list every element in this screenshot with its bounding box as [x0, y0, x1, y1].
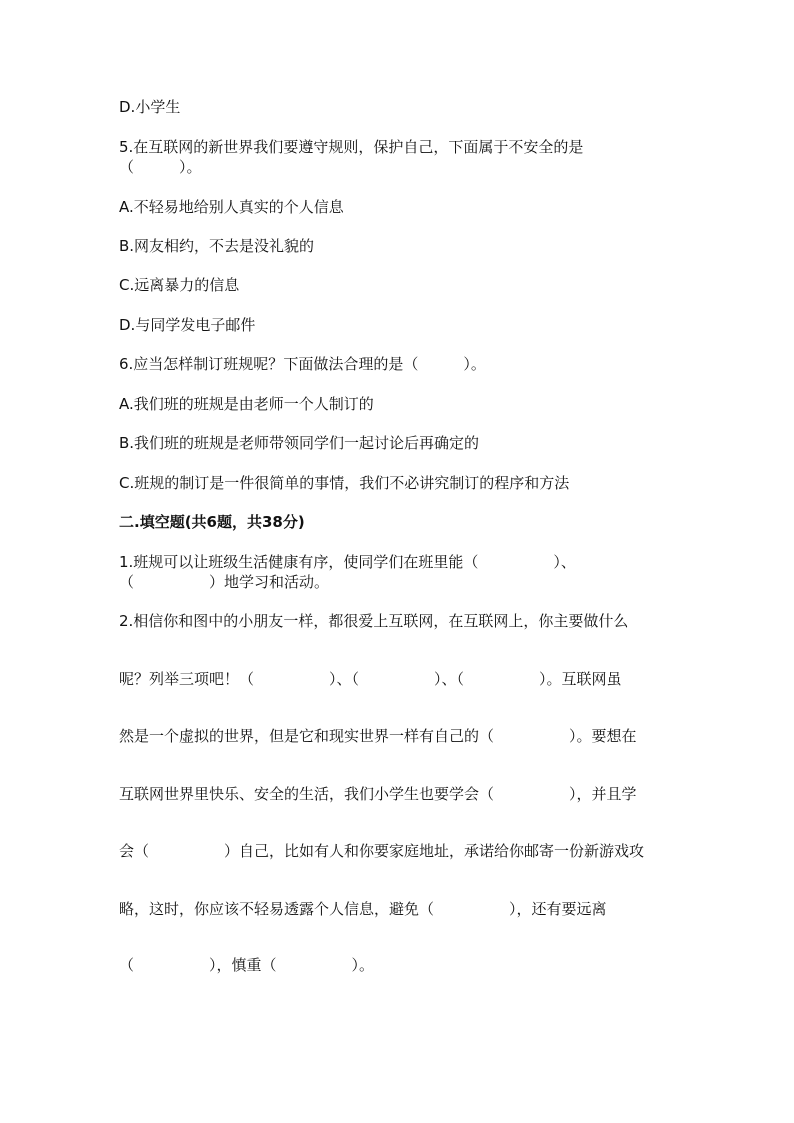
fill1-line1: 1.班规可以让班级生活健康有序，使同学们在班里能（ ）、: [119, 553, 576, 571]
section-title: 二.填空题(共6题，共38分): [119, 513, 305, 531]
fill2-line7: （ ），慎重（ ）。: [119, 956, 375, 974]
fill2-line5: 会（ ）自己，比如有人和你要家庭地址，承诺给你邮寄一份新游戏攻: [119, 842, 645, 860]
fill2-line2: 呢？列举三项吧！（ ）、（ ）、（ ）。互联网虽: [119, 670, 622, 688]
q4-option-d: D.小学生: [119, 98, 181, 116]
q6-option-c: C.班规的制订是一件很简单的事情，我们不必讲究制订的程序和方法: [119, 474, 570, 492]
q6-option-b: B.我们班的班规是老师带领同学们一起讨论后再确定的: [119, 434, 480, 452]
q6-option-a: A.我们班的班规是由老师一个人制订的: [119, 395, 374, 413]
fill2-line6: 略，这时，你应该不轻易透露个人信息，避免（ ），还有要远离: [119, 900, 607, 918]
q5-option-a: A.不轻易地给别人真实的个人信息: [119, 198, 344, 216]
fill2-line1: 2.相信你和图中的小朋友一样，都很爱上互联网，在互联网上，你主要做什么: [119, 612, 629, 630]
fill1-line2: （ ）地学习和活动。: [119, 573, 330, 591]
q5-stem-line1: 5.在互联网的新世界我们要遵守规则，保护自己，下面属于不安全的是: [119, 138, 584, 156]
q5-option-c: C.远离暴力的信息: [119, 276, 240, 294]
fill2-line4: 互联网世界里快乐、安全的生活，我们小学生也要学会（ ），并且学: [119, 785, 637, 803]
q5-stem-line2: （ ）。: [119, 158, 202, 176]
fill2-line3: 然是一个虚拟的世界，但是它和现实世界一样有自己的（ ）。要想在: [119, 727, 637, 745]
q5-option-d: D.与同学发电子邮件: [119, 316, 256, 334]
q6-stem: 6.应当怎样制订班规呢？下面做法合理的是（ ）。: [119, 355, 486, 373]
q5-option-b: B.网友相约，不去是没礼貌的: [119, 237, 315, 255]
